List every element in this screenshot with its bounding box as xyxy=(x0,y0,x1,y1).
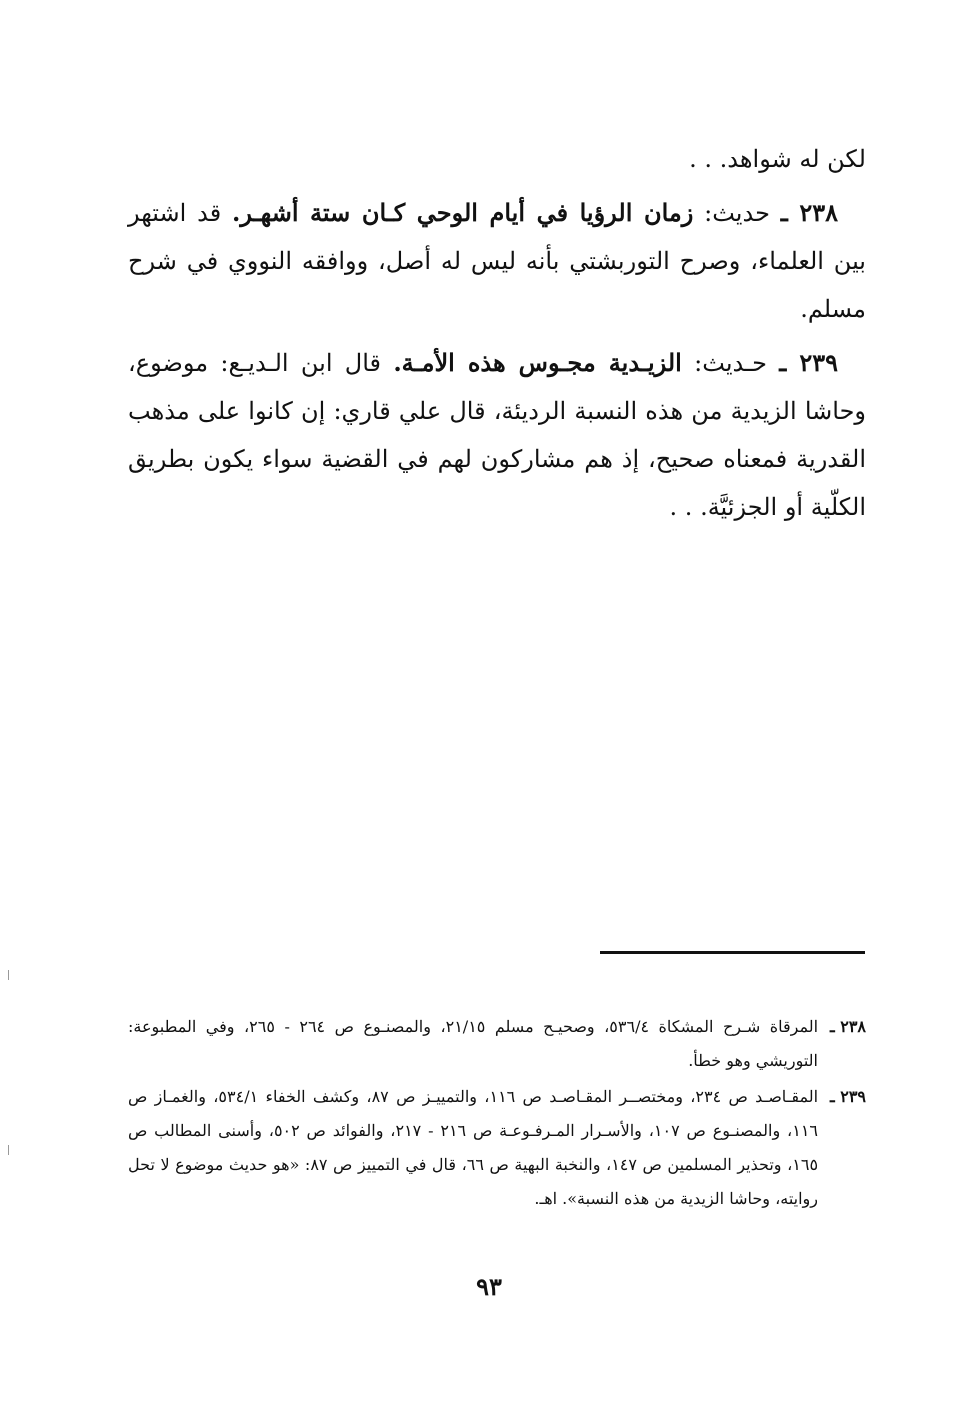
entry-number: ٢٣٨ ـ xyxy=(780,198,838,227)
entry-label: حـديث: xyxy=(694,349,767,377)
hadith-text: الزيـدية مجـوس هذه الأمـة. xyxy=(393,348,682,377)
footnotes xyxy=(128,1010,866,1218)
scan-mark xyxy=(8,1145,9,1155)
scan-mark xyxy=(8,970,9,980)
footnote-238 xyxy=(128,1010,866,1078)
entry-commentary: قد اشتهر بين العلماء، وصرح التوربشتي بأنه ليس له أصل، ووافقه النووي في شرح مسلم. xyxy=(128,199,866,323)
footnote-divider xyxy=(600,951,865,954)
hadith-text: زمان الرؤيا في أيام الوحي كـان ستة أشهـر. xyxy=(232,198,694,227)
page-number: ٩٣ xyxy=(476,1272,502,1301)
footnote-239 xyxy=(128,1080,866,1216)
intro-line: لكن له شواهد. . . xyxy=(689,145,866,173)
entry-commentary: قال ابن الـديـع: موضوع، وحاشا الزيدية من هذه النسبة الرديئة، قال علي قاري: إن كانوا على مذهب القدرية فمعناه صحيح، إذ هم مشاركون لهم في القضية سواء يكون بطريق الكلّية أو الجزئيَّة. . . xyxy=(128,349,866,521)
entry-number: ٢٣٩ ـ xyxy=(779,348,839,377)
main-text xyxy=(128,135,866,537)
hadith-entry-239 xyxy=(128,339,866,531)
entry-label: حديث: xyxy=(704,199,770,227)
footnote-number: ٢٣٩ ـ xyxy=(829,1087,866,1106)
hadith-entry-238 xyxy=(128,189,866,333)
footnote-text: المرقاة شـرح المشكاة ٥٣٦/٤، وصحيـح مسلم ٢١/١٥، والمصنـوع ص ٢٦٤ - ٢٦٥، وفي المطبوعة: التوريشي وهو خطأ. xyxy=(128,1017,819,1070)
footnote-text: المقـاصـد ص ٢٣٤، ومختصــر المقـاصـد ص ١١٦، والتمييـز ص ٨٧، وكشف الخفاء ٥٣٤/١، والغمـاز ص ١١٦، والمصنـوع ص ١٠٧، والأسـرار المـرفـوعـة ص ٢١٦ - ٢١٧، والفوائد ص ٥٠٢، وأسنى المطالب ص ١٦٥، وتحذير المسلمين ص ١٤٧، والنخبة البهية ص ٦٦، قال في التمييز ص ٨٧: «هو حديث موضوع لا تحل روايته، وحاشا الزيدية من هذه النسبة». اهـ. xyxy=(128,1087,819,1208)
footnote-number: ٢٣٨ ـ xyxy=(829,1017,866,1036)
